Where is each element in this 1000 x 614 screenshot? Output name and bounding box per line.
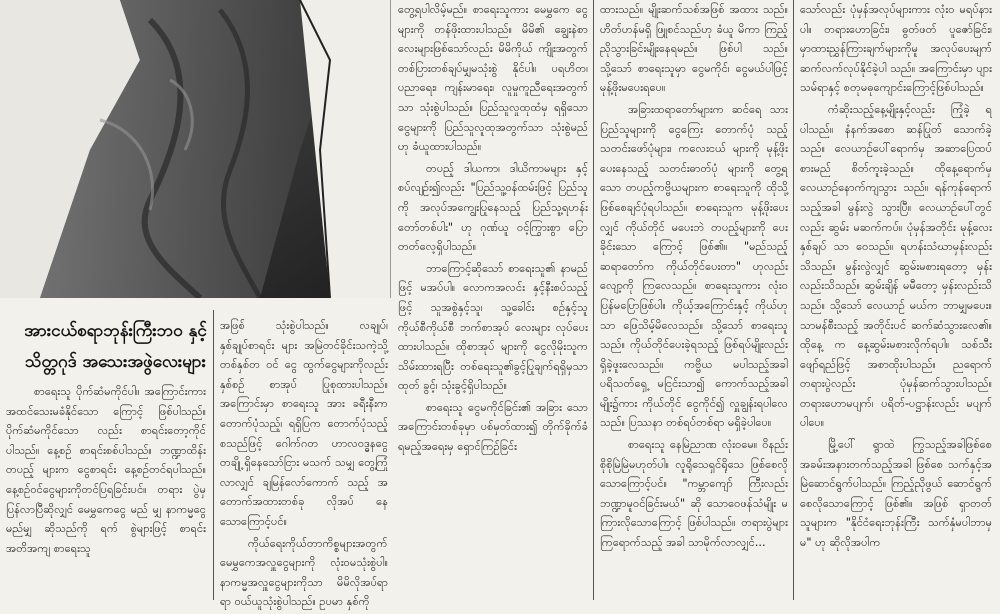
paragraph: သော်လည်း ပုံမှန်အလုပ်များကား လုံးဝ မရပ်နားပါ။ တရားဟောခြင်း၊ ဓွတ်ဖတ် ပူဇော်ခြင်း၊ မှာထားညွှန်ကြားချက်များကိုမူ အလုပ်ပေးမျက် ဆက်လက်လုပ်နိုင်ခဲ့ပါ သည်။ အကြောင်းမှာ ပျားသမ်ရာနှင့် စတုမဓုကျောင်းကြောင့်ဖြစ်ပါသည်။: [800, 3, 992, 95]
paragraph: အခြားထရာတော်များက ဆင်ရေ သားပြည်သူများကို ငွေကြေး တောက်ပုံ သည့် သတင်းဖော်ပုံများ၊ ကလေးငယ် များကို မုန့်ဖိုးပေးနေသည့် သတင်းဓာတ်ပုံ များကို တွေ့ရသော တပည့်ကဗ္ဗိယများက စာရေးသူကို ထိုသို့ ဖြစ်စေချင်ပုံရပါသည်။ စာရေးသူက မုန့်ဖိုးပေးလျှင် ကိုယ်တိုင် မပေးဘဲ တပည့်များကို ပေးခိုင်းသော ကြောင့် ဖြစ်၏။ "မည်သည့်ဆရာတော်က ကိုယ်တိုင်ပေးတာ" ဟုလည်း လျော့ကို ကြလေသည်။ စာရေးသူကား လုံးဝ ပြန်မပြောဖြစ်ပါ။ ကိုယ့်အကြောင်းနှင့် ကိုယ်ဟုသာ ဖြေသိမ့်မိလေသည်။ သို့သော် စာရေးသူသည်။ ကိုယ်တိုင်ပေးခဲ့ရသည့် ဖြစ်ရပ်မျိုးလည်း ရှိခဲ့ဖူးလေသည်။ ကဗ္ဗိယ မပါသည့်အခါ ပရိသတ်ရှေ့ မငြင်းသာ၍ ကောက်သည့်အခါမျိုး၌ကား ကိုယ်တိုင် ငွေကိုင်၍ လှူချွန်းရပါလေသည်။ ပြဿနာ တစ်ရပ်တစ်ရာ မရှိခဲ့ပါပေ။: [600, 102, 789, 430]
paragraph: မြို့ပေါ် ရွာထဲ ကြွသည့်အခါဖြစ်စေ အခမ်းအနားတက်သည့်အခါ ဖြစ်စေ သက်နှင့်အမြဲဆောင်ရွက်ပါသည်။ ကြည့်ညိုဖွယ် ဆောင်ရွက်စေလိုသောကြောင့် ဖြစ်၏။ အဖြစ် ရှာတတ်သူများက "နိုင်ငံရေးဘုန်းကြီး သက်နှံမပါဘာမှမ" ဟု ဆိုလိုအပါက: [800, 438, 993, 550]
headline-line-2: သိတ္တဂုဒ် အသေးအဖွဲလေးများ: [25, 352, 206, 372]
paragraph: ထားသည်။ မျိုးဆက်သစ်အဖြစ် အထား သည်။ ဟိတ်ဟန်မရှိ ဖြူစင်သည်ဟု ခံယူ မိကာ ကြည့်ညိုသွားခြင်းမျိုးနေရမည်။ ဖြစ်ပါ သည်။ သို့သော် စာရေးသူမှာ ငွေမကိုင်၊ ငွေမယ်ပါဖြင့် မုန့်ဖိုးမပေးရပေ။: [600, 3, 788, 95]
column-divider: [213, 310, 214, 600]
paragraph: ကံဆိုးသည့်နေ့မျိုးနှင့်လည်း ကြုံခဲ့ ရပါသည်။ နံနက်အစော ဆန်ပြုတ် သောက်ခဲ့သည်။ လေယာဉ်ပေါ်ရောက်မှ အဆာပြေထပ်စားမည် စိတ်ကူးခဲ့သည်။ ထိုနေ့ရောက်မှ လေယာဉ်နောက်ကျသွား သည်။ ရန်ကုန်ရောက်သည့်အခါ မွန်းလွဲ သွားပြီ။ လေယာဉ်ပေါ်တွင်လည်း ဆွမ်း မဆက်ကပ်။ ပုံမှန်အတိုင်း မုန့်လေးနှစ်ချပ် သာ ဝေသည်။ ရဟန်းသံဃာမှန်းလည်း သိသည်။ မွန်းလွဲလျှင် ဆွမ်းမစားရတော့ မှန်းလည်းသိသည်။ ဆွမ်းချိန် မမီတော့ မှန်းလည်းသိသည်။ သို့သော် လေယာဉ် မယ်က ဘာမျှမပေး။ သာမန်စီးသည့် အတိုင်းပင် ဆက်ဆံသွားလေ၏။ ထိုနေ့ က နေ့ဆွမ်းမစားလိုက်ရပါ။ သစ်သီး ဖျော်ရည်ဖြင့် အစာထိုးပါသည်။ ညရောက် တရားပွဲလည်း ပုံမှန်ဆက်သွားပါသည်။ တရားဟောမပျက်၊ ပရိတ်-ပဋ္ဌာန်းလည်း မပျက်ပါပေ။: [800, 102, 993, 430]
paragraph: တွေ့ရပါလိမ့်မည်။ စာရေးသူကား မေမွှကေ ငွေများကို တန်ဖိုးထားပါသည်။ မိမိ၏ ချွေးနဲစာလေးများဖြစ်သော်လည်း မိမိကိုယ် ကျိုးအတွက် တစ်ပြားတစ်ချပ်မျှမသုံးစွဲ နိုင်ပါ။ ပရဟိတ၊ ပညာရေး၊ ကျန်းမာရေး၊ လူမှုကူညီရေးအတွက်သာ သုံးစွဲပါသည်။ ပြည်သူလှုထုထံမှ ရရှိသောငွေများကို ပြည်သူလူထုအတွက်သာ သုံးစွဲမည်ဟု ခံယူထားပါသည်။: [398, 3, 588, 154]
column-2-top-text: [398, 0, 588, 459]
paragraph: တပည့် ဒါယကာ၊ ဒါယိကာမများ နှင့် စပ်လျဉ်း၍လည်း "ပြည်သူ့ဝန်ထမ်းဖြင့် ပြည်သူကို အလုပ်အကျွေးပြုနေသည့် ပြည်သူ့ရဟန်းတော်တစ်ပါး" ဟု ဂုဏ်ယူ ဝင့်ကြွားစွာ ပြောတတ်လေ့ရှိပါသည်။: [398, 161, 588, 254]
paragraph: အဖြစ် သုံးစွဲပါသည်။ လချုပ်၊ နှစ်ချုပ်စာရင်း များ အမြဲတင်ခိုင်းသကဲ့သို့ တစ်နှစ်တ ဝင် ငွေ ထွက်ငွေများကိုလည်း နှစ်စဉ် စာအုပ် ပြုစုထားပါသည်။ အကြောင်းမှာ စာရေးသူ အား ခရီးနီးက တောက်ပုံသည့်၊ ရရှိပြက တောက်ပုံသည့် စသည်ဖြင့် ဂေါက်ဂတ ဟာလ၀ဒ္ဓနငွေတချို့ ရှိနေသော်ငြား မသက် သမျှ တွေ့ကြုံလာလျှင် ချမြန်လော်ကောက် သည့် အတောက်အထားတစ်ခု လိုအပ် နေသောကြောင့်ပင်။: [220, 319, 389, 528]
article-photo: [0, 0, 391, 298]
column-1-text: [6, 382, 206, 560]
paragraph: စာရေးသူ ငွေမကိုင်ခြင်း၏ အခြား သောအကြောင်းတစ်ခုမှာ ပစ်မှတ်ထား၍ တိုက်ခိုက်ခံရမည့်အရေးမှ ရှောင်ကြဉ်ခြင်း: [398, 400, 588, 454]
photo-border: [0, 0, 390, 298]
column-2-bottom-text: [220, 316, 388, 614]
column-4-text: [800, 0, 992, 555]
column-divider: [793, 0, 794, 600]
article-headline: [0, 316, 231, 378]
paragraph: စာရေးသူ နေမြဲညာဏ လုံးဝမေ။ ဝိနည်းစိုစိုမြဲမြဲမဟုတ်ပါ။ လူရိုသေရှင်ရိုသေ ဖြစ်စေလိုသောကြောင့်ပင်။ "ကမ္ဘာကျော် ကြီးလည်း ဘဏ္ဍာမူဝင်ခြင်းမယ်" ဆို သောဝေဖန်သံမျိုး မကြားလိုသောကြောင့် ဖြစ်ပါသည်။ တရားပွဲများ ကြရောက်သည့် အခါ သာမိုက်လာလျှင်...: [600, 438, 789, 550]
headline-line-1: အားငယ်စရာဘုန်းကြီးဘဝ နှင့်: [24, 321, 207, 341]
column-divider: [593, 0, 594, 600]
paragraph: ကိုယ်ရေးကိုယ်တာကိစ္စများအတွက် မေမွှကေအလှူငွေများကို လုံးဝမသုံးစွဲပါ။ နာကမ္မအလှူငွေများကိုသာ မိမိလိုအပ်ရာ ရာ ဝယ်ယူသုံးစွဲပါသည်။ ဥပမာ နှစ်ကို: [220, 536, 388, 609]
paragraph: ဘာကြောင့်ဆိုသော် စာရေးသူ၏ နာမည်ဖြင့် မအပ်ပါ။ လောကအလင်း နှင့်နီးစပ်သည့်ဖြင့် သူအစွဲနှင့်သူ၊ သူ့ခေါင်း စဉ်နှင့်သူ ကိုယ်စီကိုယ်စီ ဘက်စာအုပ် လေးများ လုပ်ပေးထားပါသည်။ ထိုစာအုပ် များကို ငွေလိုမိုးသူက သိမ်းထားရပြီး တစ်ရေးသူ၏ခွင့်ပြုချက်ရရှိမှသာ ထုတ် ခွင့်၊ သုံးခွင့်ရှိပါသည်။: [398, 261, 588, 393]
paragraph: စာရေးသူ ပိုက်ဆံမကိုင်ပါ။ အကြောင်းကား အထင်သေးမခံနိုင်သော ကြောင့် ဖြစ်ပါသည်။ ပိုက်ဆံမကိုင်သော လည်း စာရင်းတော့ကိုင်ပါသည်။ နေ့စဉ် စာရင်းစစ်ပါသည်။ ဘဏ္ဍာထိန်းတပည့် များက ငွေစာရင်း နေ့စဉ်တင်ရပါသည်။ နေ့စဉ်ဝင်ငွေများကိုတင်ပြရခြင်းပင်။ တရား ပွဲမှ ပြန်လာပြီဆိုလျှင် မေမွှကေငွေ မည် မျှ နာကမ္မငွေမည်မျှ ဆိုသည်ကို ရက် စွဲများဖြင့် စာရင်းအတိအကျ စာရေးသူ: [6, 385, 206, 555]
column-3-text: [600, 0, 788, 555]
